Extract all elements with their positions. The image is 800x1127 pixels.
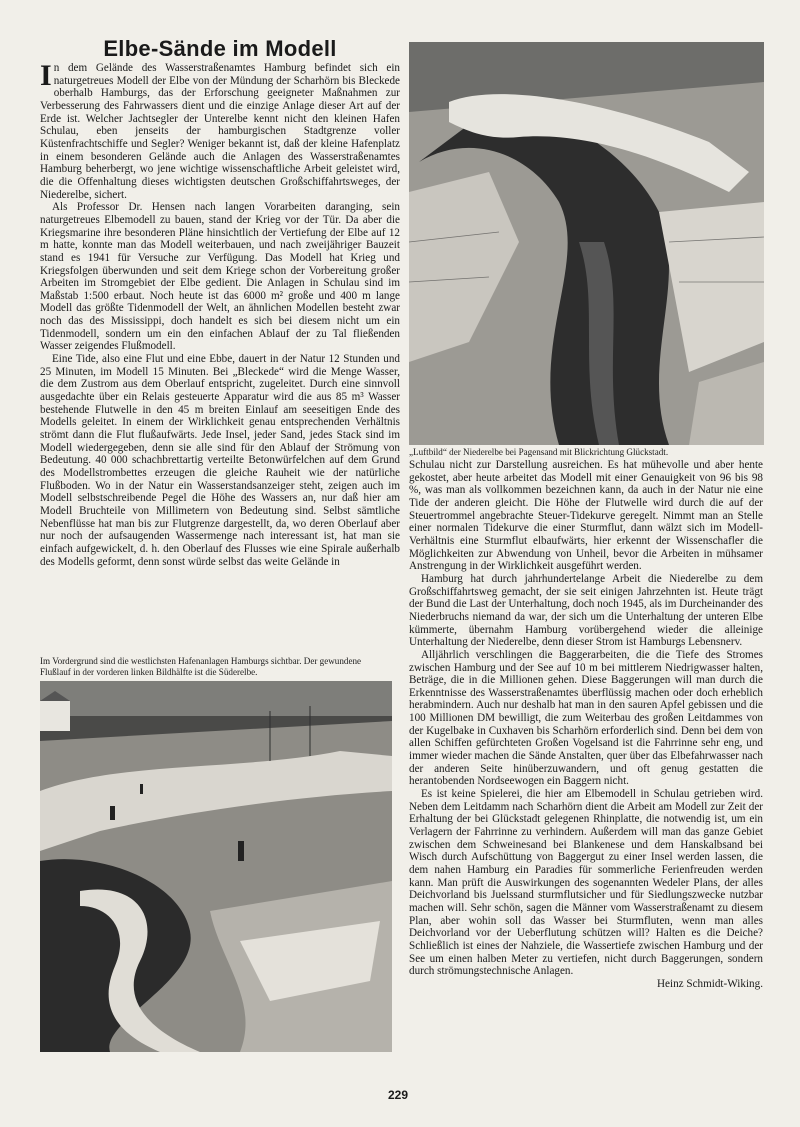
harbour-model-image [40, 681, 392, 1052]
paragraph-4: Schulau nicht zur Darstellung ausreichen. Es hat mühevolle und aber hente gekostet, aber heute arbeitet das Modell mit einer Genauigkeit von 96 bis 98 %, was man als vollkommen bezeichnen kann, da auch in der Natur nie eine Tide der anderen gleicht. Die Höhe der Flutwelle wird durch die auf der Steuertrommel angebrachte Steuer-Tidekurve geregelt. Nimmt man an Stelle einer normalen Tidekurve die einer Sturmflut, dann wälzt sich im Modell-Verhältnis eine Sturmflut elbaufwärts, hier erkennt der Wissenschafler die Möglichkeiten zur Abwendung von Unheil, bevor die Arbeiten in mühsamer Anstrengung in der Wirklichkeit ausgeführt werden. [409, 459, 763, 573]
paragraph-6: Alljährlich verschlingen die Baggerarbeiten, die die Tiefe des Stromes zwischen Hamburg und der See auf 10 m bei mittlerem Niedrigwasser halten, Beträge, die in die Millionen gehen. Diese Baggerungen will man durch die Erkenntnisse des Wasserstraßenamtes überflüssig machen oder doch erheblich herabmindern. Auch nur deshalb hat man in den sauren Apfel gebissen und die 100 Millionen DM bewilligt, die zum Weiterbau des großen Leitdammes von der Kugelbake in Cuxhaven bis Scharhörn erforderlich sind. Denn bei dem von allen Schiffen gefürchteten Großen Vogelsand ist die Fahrrinne sehr eng, und immer wieder machen die Sände Anstalten, quer über das Elbefahrwasser nach der anderen Seite hinüberzuwandern, und oft genug gestatten die herantobenden Nordseewogen ein Baggern nicht. [409, 648, 763, 788]
left-text-column [40, 59, 400, 568]
harbour-model-photo [40, 681, 392, 1052]
drop-cap: I [40, 59, 52, 92]
right-photo-caption: „Luftbild“ der Niederelbe bei Pagensand mit Blickrichtung Glückstadt. [409, 447, 669, 457]
right-text-column [409, 459, 763, 991]
paragraph-7: Es ist keine Spielerei, die hier am Elbemodell in Schulau getrieben wird. Neben dem Leitdamm nach Scharhörn dient die Arbeit am Modell zur Zeit der Erhaltung der bei Glückstadt gelegenen Rhinplatte, die notwendig ist, um ein Verlagern der Fahrrinne zu verhindern. Außerdem will man das ganze Gebiet zwischen dem Schweinesand bei Blankenese und dem Hanskalbsand bei Wisch durch Aufschüttung von Baggergut zu einer Insel werden lassen, die dem nahen Hamburg ein Paradies für sommerliche Ferienfreuden werden kann. Man prüft die Auswirkungen des sogenannten Wedeler Plans, der alles Deichvorland bis Juelssand sturmflutsicher und für Siedlungszwecke nutzbar machen will. Sehr schön, sagen die Männer vom Wasserstraßenamt zu diesem Plan, aber wohin soll das Wasser bei Sturmfluten, wenn man alles Deichvorland vor der Ueberflutung schützen will? Halten es die Deiche? Schließlich ist eines der Nahziele, die Wassertiefe zwischen Hamburg und der See um einen halben Meter zu vertiefen, nicht durch Baggerungen, sondern durch strömungstechnische Anlagen. [409, 788, 763, 978]
paragraph-2: Als Professor Dr. Hensen nach langen Vorarbeiten daranging, sein naturgetreues Elbemodell zu bauen, stand der Krieg vor der Tür. Da aber die Kriegsmarine ihre besonderen Pläne hinsichtlich der Vertiefung der Elbe auf 12 m hatte, konnte man das Modell weiterbauen, und nach zweijähriger Bauzeit stand es 1941 für Versuche zur Verfügung. Das Modell hat Krieg und Kriegsfolgen überwunden und seit dem Kriege schon der Vorbereitung großer Arbeiten im Stromgebiet der Elbe gedient. Die Anlagen in Schulau sind im Maßstab 1:500 erbaut. Noch heute ist das 6000 m² große und 400 m lange Modell das größte Tidenmodell der Welt, an ähnlichen Modellen besteht zwar noch das des Mississippi, doch handelt es sich bei diesem nicht um ein Tidenmodell, sondern um ein den einfachen Ablauf der zu Tal fließenden Wasser zeigendes Flußmodell. [40, 201, 400, 353]
paragraph-1 [40, 59, 400, 201]
paragraph-5: Hamburg hat durch jahrhundertelange Arbeit die Niederelbe zu dem Großschiffahrtsweg gemacht, der sie seit einigen Jahrzehnten ist. Heute trägt der Bund die Last der Unterhaltung, doch noch 1945, als im Durcheinander des Niederbruchs niemand da war, der sich um die Unterhaltung der unteren Elbe kümmerte, übernahm Hamburg vorübergehend wieder die alleinige Unterhaltung der Niederelbe, denn dieser Strom ist Hamburgs Lebensnerv. [409, 572, 763, 649]
paragraph-3: Eine Tide, also eine Flut und eine Ebbe, dauert in der Natur 12 Stunden und 25 Minuten, im Modell 15 Minuten. Bei „Bleckede“ wird die Menge Wasser, die dem Zustrom aus dem Oberlauf entspricht, zugeleitet. Durch eine sinnvoll ausgedachte über ein Relais gesteuerte Apparatur wird die aus 85 m³ Wasser bestehende Flutwelle in den 45 m breiten Einlauf am seeseitigen Ende des Modells geleitet. In einem der Wirklichkeit genau entsprechenden Verhältnis strömt dann die Flut flußaufwärts. Jede Insel, jeder Sand, jedes Stack sind im Modell wiedergegeben, denn sie alle sind für den Ablauf der Strömung von Bedeutung. 40 000 schachbrettartig verteilte Betonwürfelchen auf dem Grund des Modellstrombettes erzeugen die gleiche Rauheit wie der natürliche Flußboden. Wo in der Natur ein Wasserstandsanzeiger steht, zeigen auch im Modell selbstschreibende Pegel die Höhe des Wassers an, nur daß hier am Modell Bruchteile von Millimetern von Bedeutung sind. Selbst sämtliche Nebenflüsse hat man bis zur Flutgrenze dargestellt, da, wo deren Oberlauf aber nur noch der aufsaugenden Wassermenge nach interessant ist, hat man sie einfach aufgewickelt, d. h. den Oberlauf des Flusses wie eine Spirale außerhalb des Modells geformt, denn sonst würde selbst das weite Gelände in [40, 353, 400, 568]
river-model-aerial-image [409, 42, 764, 445]
article-title: Elbe-Sände im Modell [103, 36, 337, 61]
author-signature: Heinz Schmidt-Wiking. [657, 977, 763, 990]
river-model-aerial-photo [409, 42, 764, 445]
left-photo-caption: Im Vordergrund sind die westlichsten Hafenanlagen Hamburgs sichtbar. Der gewundene Flußlauf in der vorderen linken Bildhälfte ist die Süderelbe. [40, 656, 362, 677]
page-number: 229 [388, 1088, 409, 1102]
paragraph-1-text: n dem Gelände des Wasserstraßenamtes Hamburg befindet sich ein naturgetreues Modell der Elbe von der Mündung der Scharhörn bis Bleckede oberhalb Hamburgs, das der Erforschung geeigneter Maßnahmen zur Verbesserung des Fahrwassers dient und die einzige Anlage dieser Art auf der Erde ist. Welcher Jachtsegler der Unterelbe kennt nicht den kleinen Hafen Schulau, eben jenseits der hamburgischen Stadtgrenze voller Küstenfrachtschiffe und Segler? Weniger bekannt ist, daß der kleine Hafenplatz in einem besonderen Gelände auch die Anlagen des Wasserstraßenamtes Hamburg beherbergt, wo jene wichtige wissenschaftliche Arbeit geleistet wird, die die Offenhaltung dieses wichtigsten deutschen Großschiffahrtsweges, der Niederelbe, sichert. [40, 62, 400, 201]
